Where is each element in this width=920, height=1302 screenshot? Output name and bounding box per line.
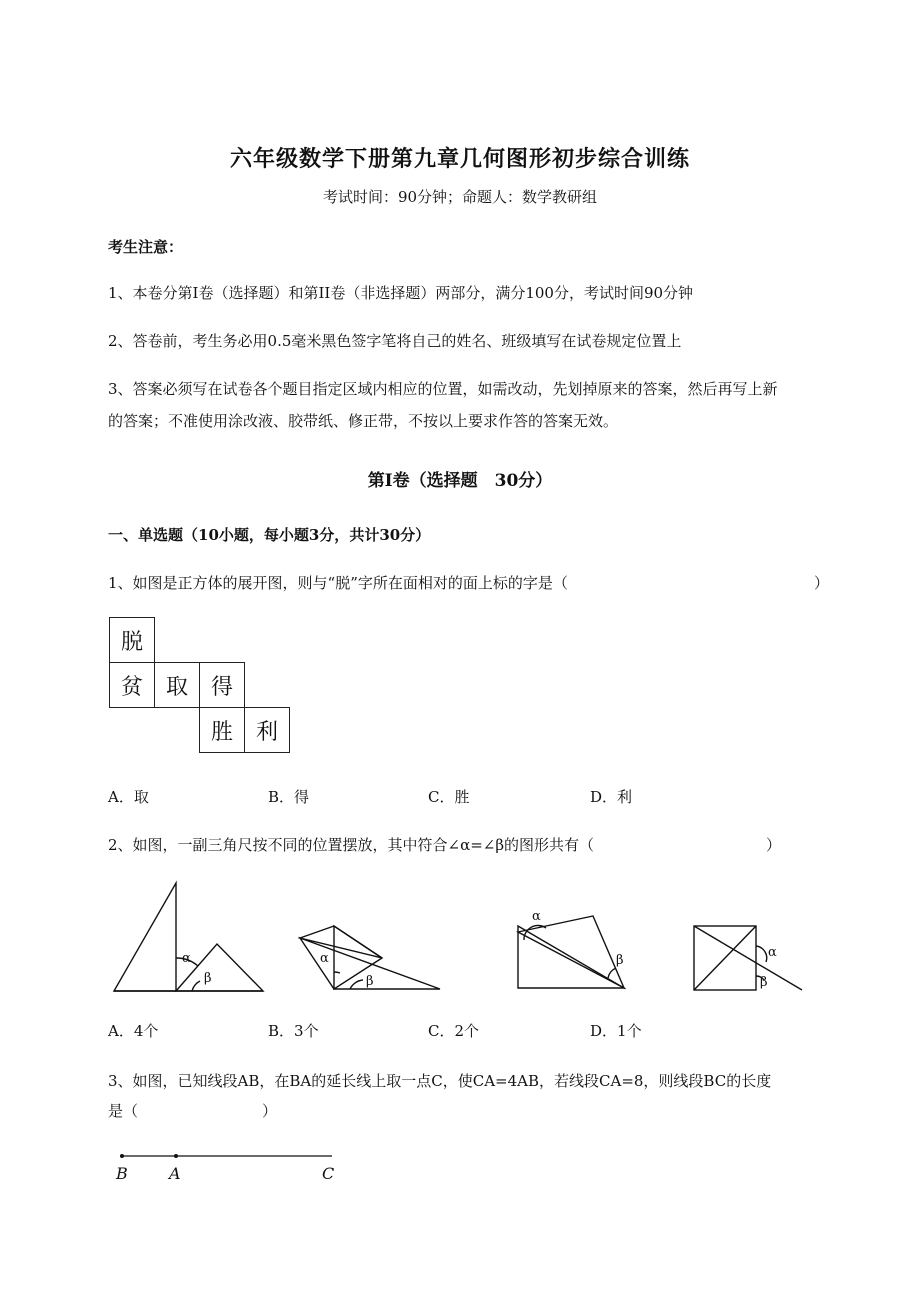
q1-option-a[interactable]: A．取 bbox=[108, 788, 149, 806]
label-a: A bbox=[169, 1164, 181, 1183]
q2-option-a[interactable]: A．4个 bbox=[108, 1022, 159, 1040]
net-face: 取 bbox=[155, 663, 200, 708]
alpha-label: α bbox=[768, 945, 777, 960]
label-b: B bbox=[116, 1164, 128, 1183]
notice-item-1: 1、本卷分第I卷（选择题）和第II卷（非选择题）两部分，满分100分，考试时间90分钟 bbox=[108, 284, 694, 302]
q2-option-d[interactable]: D．1个 bbox=[590, 1022, 642, 1040]
notice-item-3-cont: 的答案；不准使用涂改液、胶带纸、修正带，不按以上要求作答的答案无效。 bbox=[108, 412, 619, 430]
q1-option-c[interactable]: C．胜 bbox=[428, 788, 470, 806]
figure-1 bbox=[114, 883, 263, 991]
q3-close: ） bbox=[262, 1102, 278, 1120]
alpha-label: α bbox=[182, 951, 191, 966]
notice-item-2: 2、答卷前，考生务必用0.5毫米黑色签字笔将自己的姓名、班级填写在试卷规定位置上 bbox=[108, 332, 682, 350]
net-face: 得 bbox=[200, 663, 245, 708]
point-b bbox=[120, 1154, 124, 1158]
exam-info: 考试时间：90分钟；命题人：数学教研组 bbox=[322, 188, 598, 206]
beta-label: β bbox=[616, 953, 624, 968]
figure-4 bbox=[694, 926, 802, 990]
figure-3 bbox=[518, 909, 624, 988]
beta-label: β bbox=[760, 975, 768, 990]
beta-label: β bbox=[204, 971, 212, 986]
q2-option-b[interactable]: B．3个 bbox=[268, 1022, 319, 1040]
figure-2 bbox=[300, 926, 440, 989]
net-face: 利 bbox=[245, 708, 290, 753]
net-face: 贫 bbox=[110, 663, 155, 708]
q2-stem: 2、如图，一副三角尺按不同的位置摆放，其中符合∠α=∠β的图形共有（ bbox=[108, 836, 595, 854]
segment-figure bbox=[110, 1144, 350, 1190]
alpha-label: α bbox=[532, 909, 541, 924]
notice-item-3: 3、答案必须写在试卷各个题目指定区域内相应的位置，如需改动，先划掉原来的答案，然后再写上新 bbox=[108, 380, 778, 398]
q2-close: ） bbox=[766, 836, 782, 854]
page-title: 六年级数学下册第九章几何图形初步综合训练 bbox=[229, 146, 690, 172]
part-heading: 一、单选题（10小题，每小题3分，共计30分） bbox=[108, 526, 431, 544]
triangle-rulers-figure bbox=[100, 876, 820, 1000]
notice-heading: 考生注意： bbox=[108, 238, 184, 256]
net-face: 胜 bbox=[200, 708, 245, 753]
q3-stem-line2: 是（ bbox=[108, 1102, 139, 1120]
section-title: 第I卷（选择题 30分） bbox=[367, 471, 553, 491]
cube-net bbox=[109, 617, 290, 753]
alpha-label: α bbox=[320, 951, 329, 966]
label-c: C bbox=[322, 1164, 335, 1183]
net-face: 脱 bbox=[110, 618, 155, 663]
q2-option-c[interactable]: C．2个 bbox=[428, 1022, 480, 1040]
point-a bbox=[174, 1154, 178, 1158]
q1-option-b[interactable]: B．得 bbox=[268, 788, 310, 806]
q3-stem-line1: 3、如图，已知线段AB，在BA的延长线上取一点C，使CA=4AB，若线段CA=8，则线段BC的长度 bbox=[108, 1072, 772, 1090]
beta-label: β bbox=[366, 974, 374, 989]
q1-stem: 1、如图是正方体的展开图，则与“脱”字所在面相对的面上标的字是（ bbox=[108, 574, 568, 592]
q1-close: ） bbox=[814, 574, 830, 592]
q1-option-d[interactable]: D．利 bbox=[590, 788, 633, 806]
